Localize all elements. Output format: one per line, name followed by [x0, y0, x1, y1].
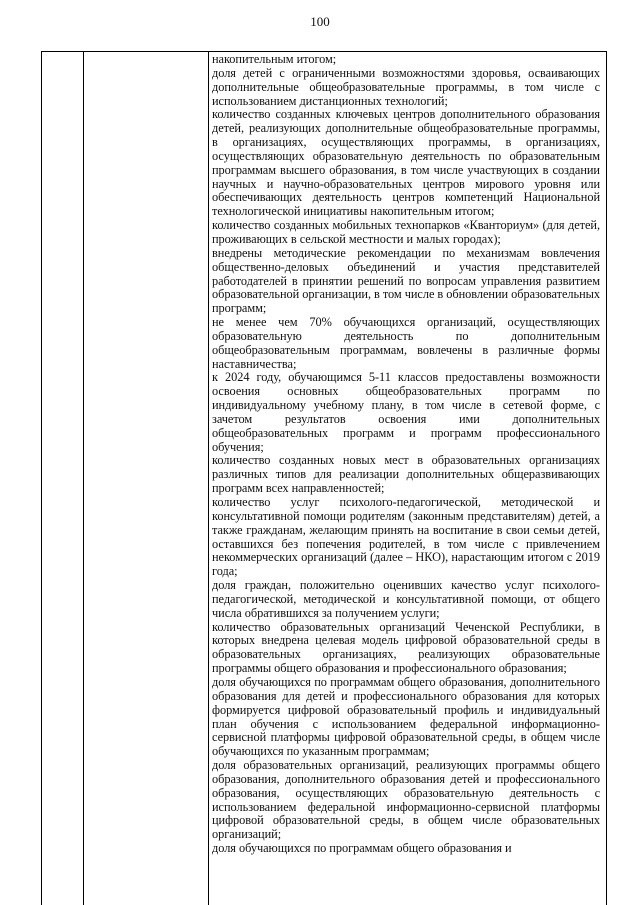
paragraph: доля образовательных организаций, реализующих программы общего образования, дополнительного образования детей и профессионального образования, осуществляющих образовательную деятельность с использованием федеральной информационно-сервисной платформы цифровой образовательной среды, в общем числе образовательных организаций; [212, 758, 600, 842]
paragraph: количество созданных ключевых центров дополнительного образования детей, реализующих дополнительные общеобразовательные программы, в организациях, осуществляющих программы, в организациях, осуществляющих образовательную деятельность по образовательным программам высшего образования, в том числе участвующих в создании научных и научно-образовательных центров мирового уровня или обеспечивающих деятельность центров компетенций Национальной технологической инициативы накопительным итогом; [212, 107, 600, 219]
paragraph: количество созданных новых мест в образовательных организациях различных типов для реализации дополнительных общеразвивающих программ всех направленностей; [212, 453, 600, 496]
document-table [41, 51, 607, 905]
table-text-cell [212, 53, 600, 856]
column-divider [208, 52, 209, 905]
paragraph: накопительным итогом; [212, 52, 337, 66]
column-divider [83, 52, 84, 905]
paragraph: доля обучающихся по программам общего образования и [212, 841, 512, 856]
paragraph: к 2024 году, обучающимся 5-11 классов предоставлены возможности освоения основных общеобразовательных программ по индивидуальному учебному плану, в том числе в сетевой форме, с зачетом результатов освоения ими дополнительных общеобразовательных программ и программ профессионального обучения; [212, 370, 600, 454]
paragraph: количество созданных мобильных технопарков «Кванториум» (для детей, проживающих в сельской местности и малых городах); [212, 218, 600, 246]
paragraph: доля граждан, положительно оценивших качество услуг психолого-педагогической, методической и консультативной помощи, от общего числа обратившихся за получением услуги; [212, 578, 600, 620]
paragraph: количество услуг психолого-педагогической, методической и консультативной помощи родителям (законным представителям) детей, а также гражданам, желающим принять на воспитание в свои семьи детей, оставшихся без попечения родителей, в том числе с привлечением некоммерческих организаций (далее – НКО), нарастающим итогом с 2019 года; [212, 495, 600, 579]
page-number: 100 [310, 14, 330, 29]
paragraph: внедрены методические рекомендации по механизмам вовлечения общественно-деловых объединений и участия представителей работодателей в принятии решений по вопросам управления развитием образовательной организации, в том числе в обновлении образовательных программ; [212, 245, 601, 316]
paragraph: доля обучающихся по программам общего образования, дополнительного образования для детей и профессионального образования для которых формируется цифровой образовательный профиль и индивидуальный план обучения с использованием федеральной информационно-сервисной платформы цифровой образовательной среды, в общем числе обучающихся по указанным программам; [212, 674, 600, 759]
paragraph: не менее чем 70% обучающихся организаций, осуществляющих образовательную деятельность по дополнительным общеобразовательным программам, вовлечены в различные формы наставничества; [212, 315, 600, 371]
paragraph: количество образовательных организаций Чеченской Республики, в которых внедрена целевая модель цифровой образовательной среды в образовательных организациях, реализующих образовательные программы общего образования и профессионального образования; [212, 619, 600, 676]
paragraph: доля детей с ограниченными возможностями здоровья, осваивающих дополнительные общеобразовательные программы, в том числе с использованием дистанционных технологий; [212, 65, 600, 108]
